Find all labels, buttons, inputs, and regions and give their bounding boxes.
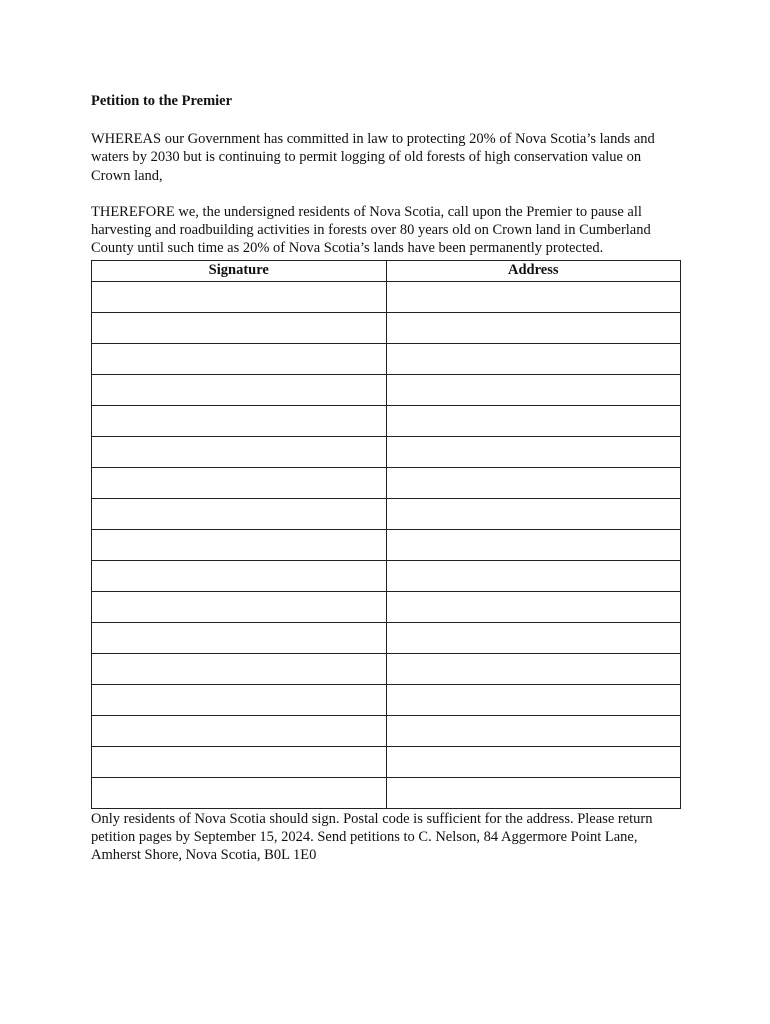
- signature-cell[interactable]: [92, 405, 387, 436]
- signature-cell[interactable]: [92, 591, 387, 622]
- signature-cell[interactable]: [92, 436, 387, 467]
- petition-page: [91, 92, 681, 865]
- table-row: [92, 467, 681, 498]
- signature-table-body: [92, 281, 681, 808]
- therefore-paragraph: THEREFORE we, the undersigned residents of Nova Scotia, call upon the Premier to pause all harvesting and roadbuilding activities in forests over 80 years old on Crown land in Cumberland County until such time as 20% of Nova Scotia’s lands have been permanently protected.: [91, 203, 651, 257]
- table-row: [92, 746, 681, 777]
- table-row: [92, 715, 681, 746]
- signature-cell[interactable]: [92, 560, 387, 591]
- table-row: [92, 653, 681, 684]
- address-cell[interactable]: [386, 498, 681, 529]
- signature-table: [91, 260, 681, 809]
- table-row: [92, 436, 681, 467]
- address-cell[interactable]: [386, 653, 681, 684]
- table-row: [92, 405, 681, 436]
- petition-title: Petition to the Premier: [91, 93, 233, 109]
- table-row: [92, 777, 681, 808]
- address-cell[interactable]: [386, 467, 681, 498]
- address-cell[interactable]: [386, 622, 681, 653]
- address-cell[interactable]: [386, 715, 681, 746]
- table-row: [92, 622, 681, 653]
- address-cell[interactable]: [386, 374, 681, 405]
- table-row: [92, 560, 681, 591]
- address-cell[interactable]: [386, 312, 681, 343]
- signature-cell[interactable]: [92, 622, 387, 653]
- address-cell[interactable]: [386, 684, 681, 715]
- signature-cell[interactable]: [92, 343, 387, 374]
- table-row: [92, 591, 681, 622]
- table-row: [92, 281, 681, 312]
- address-cell[interactable]: [386, 281, 681, 312]
- signature-cell[interactable]: [92, 715, 387, 746]
- table-row: [92, 498, 681, 529]
- address-cell[interactable]: [386, 746, 681, 777]
- address-cell[interactable]: [386, 560, 681, 591]
- address-cell[interactable]: [386, 343, 681, 374]
- table-header-row: [92, 260, 681, 281]
- address-cell[interactable]: [386, 529, 681, 560]
- address-cell[interactable]: [386, 777, 681, 808]
- address-cell[interactable]: [386, 591, 681, 622]
- signature-cell[interactable]: [92, 467, 387, 498]
- signature-cell[interactable]: [92, 498, 387, 529]
- signature-cell[interactable]: [92, 653, 387, 684]
- table-row: [92, 684, 681, 715]
- whereas-paragraph: WHEREAS our Government has committed in law to protecting 20% of Nova Scotia’s lands and waters by 2030 but is continuing to permit logging of old forests of high conservation value on Crown land,: [91, 131, 655, 184]
- signature-column-header: Signature: [92, 260, 387, 281]
- table-row: [92, 343, 681, 374]
- signature-cell[interactable]: [92, 746, 387, 777]
- signature-cell[interactable]: [92, 374, 387, 405]
- signature-cell[interactable]: [92, 777, 387, 808]
- signature-cell[interactable]: [92, 281, 387, 312]
- signature-cell[interactable]: [92, 684, 387, 715]
- address-column-header: Address: [386, 260, 681, 281]
- signature-cell[interactable]: [92, 312, 387, 343]
- footer-instructions: Only residents of Nova Scotia should sign. Postal code is sufficient for the address. Please return petition pages by September 15, 2024. Send petitions to C. Nelson, 84 Aggermore Point Lane, Amherst Shore, Nova Scotia, B0L 1E0: [91, 810, 653, 864]
- address-cell[interactable]: [386, 436, 681, 467]
- table-row: [92, 312, 681, 343]
- address-cell[interactable]: [386, 405, 681, 436]
- table-row: [92, 529, 681, 560]
- signature-cell[interactable]: [92, 529, 387, 560]
- table-row: [92, 374, 681, 405]
